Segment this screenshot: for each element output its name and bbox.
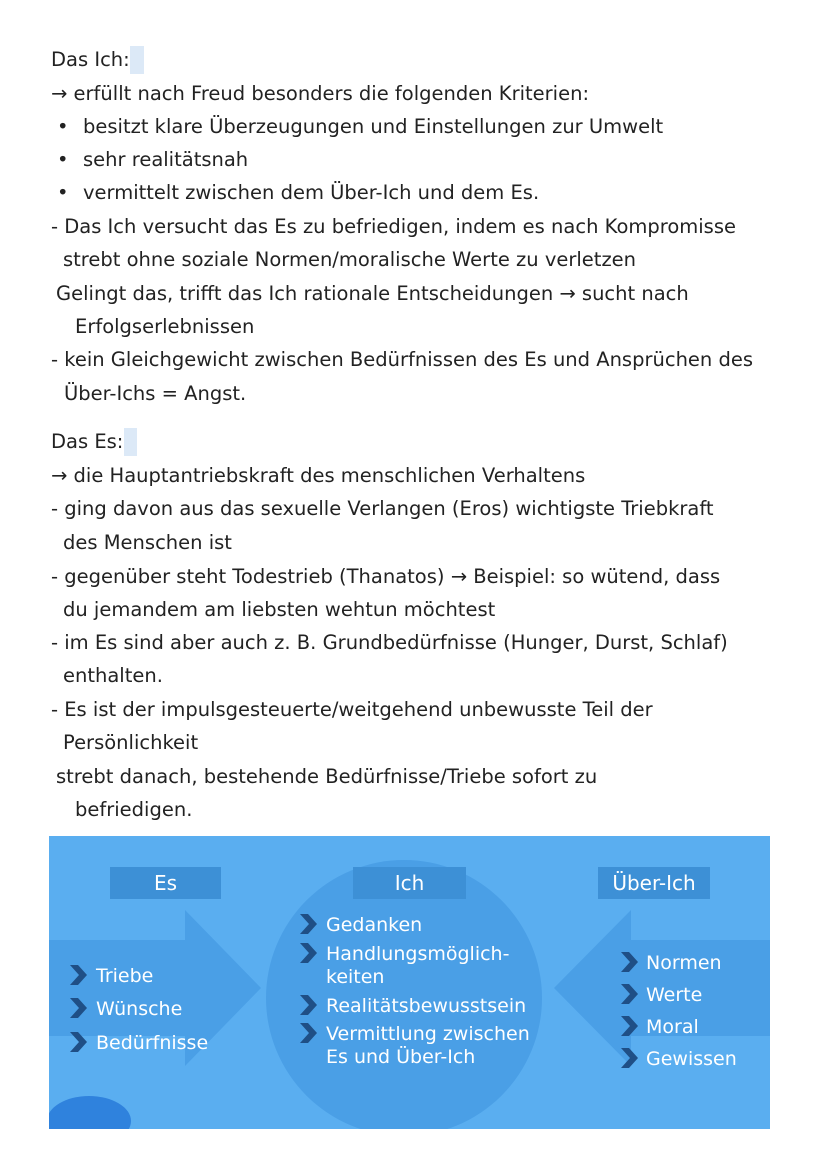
es-line: strebt danach, bestehende Bedürfnisse/Triebe sofort zu [56, 765, 598, 788]
ich-line: Erfolgserlebnissen [75, 315, 255, 338]
ueber-ich-label: Über-Ich [598, 867, 710, 899]
chevron-right-icon [67, 997, 89, 1019]
ich-item: Handlungsmöglich- [326, 943, 510, 965]
es-line: - Es ist der impulsgesteuerte/weitgehend unbewusste Teil der [51, 698, 653, 721]
bullet-icon: • [57, 181, 69, 204]
chevron-right-icon [67, 964, 89, 986]
bullet-icon: • [57, 115, 69, 138]
chevron-right-icon [297, 1022, 319, 1044]
es-line: befriedigen. [75, 798, 193, 821]
es-label: Es [110, 867, 221, 899]
ich-item: Vermittlung zwischen [326, 1023, 530, 1045]
ich-item-continued: keiten [326, 966, 385, 988]
ich-item: Gedanken [326, 914, 423, 936]
es-line: - gegenüber steht Todestrieb (Thanatos) → Beispiel: so wütend, dass [51, 565, 721, 588]
ich-line: strebt ohne soziale Normen/moralische Werte zu verletzen [63, 248, 637, 271]
es-line: - ging davon aus das sexuelle Verlangen (Eros) wichtigste Triebkraft [51, 497, 714, 520]
ich-line: → erfüllt nach Freud besonders die folgenden Kriterien: [51, 82, 590, 105]
ich-line: Über-Ichs = Angst. [64, 382, 247, 405]
freud-model-diagram [49, 836, 770, 1129]
chevron-right-icon [297, 994, 319, 1016]
ich-bullet-item: • besitzt klare Überzeugungen und Einstellungen zur Umwelt [57, 113, 663, 141]
es-item: Triebe [96, 965, 154, 987]
es-line: du jemandem am liebsten wehtun möchtest [63, 598, 496, 621]
ich-bullet-item: • vermittelt zwischen dem Über-Ich und dem Es. [57, 179, 539, 207]
chevron-right-icon [618, 951, 640, 973]
ich-label: Ich [353, 867, 466, 899]
ich-item-continued: Es und Über-Ich [326, 1046, 476, 1068]
chevron-right-icon [67, 1031, 89, 1053]
es-line: des Menschen ist [63, 531, 232, 554]
chevron-right-icon [618, 1047, 640, 1069]
es-line: - im Es sind aber auch z. B. Grundbedürfnisse (Hunger, Durst, Schlaf) [51, 631, 728, 654]
ich-line: Gelingt das, trifft das Ich rationale Entscheidungen → sucht nach [56, 282, 689, 305]
chevron-right-icon [618, 1015, 640, 1037]
ich-line: - kein Gleichgewicht zwischen Bedürfnissen des Es und Ansprüchen des [51, 348, 754, 371]
ueber-ich-item: Moral [646, 1016, 699, 1038]
ich-line: - Das Ich versucht das Es zu befriedigen, indem es nach Kompromisse [51, 215, 736, 238]
chevron-right-icon [297, 942, 319, 964]
es-line: Persönlichkeit [63, 731, 199, 754]
ich-heading: Das Ich: [51, 46, 144, 74]
es-line: → die Hauptantriebskraft des menschlichen Verhaltens [51, 464, 586, 487]
chevron-right-icon [618, 983, 640, 1005]
es-heading: Das Es: [51, 428, 137, 456]
ich-item: Realitätsbewusstsein [326, 995, 527, 1017]
es-line: enthalten. [63, 664, 163, 687]
bullet-icon: • [57, 148, 69, 171]
es-item: Bedürfnisse [96, 1032, 209, 1054]
chevron-right-icon [297, 913, 319, 935]
ueber-ich-item: Gewissen [646, 1048, 737, 1070]
ueber-ich-item: Normen [646, 952, 722, 974]
ich-bullet-item: • sehr realitätsnah [57, 146, 248, 174]
decor-blob-shape [49, 1096, 131, 1129]
ueber-ich-item: Werte [646, 984, 703, 1006]
es-item: Wünsche [96, 998, 183, 1020]
